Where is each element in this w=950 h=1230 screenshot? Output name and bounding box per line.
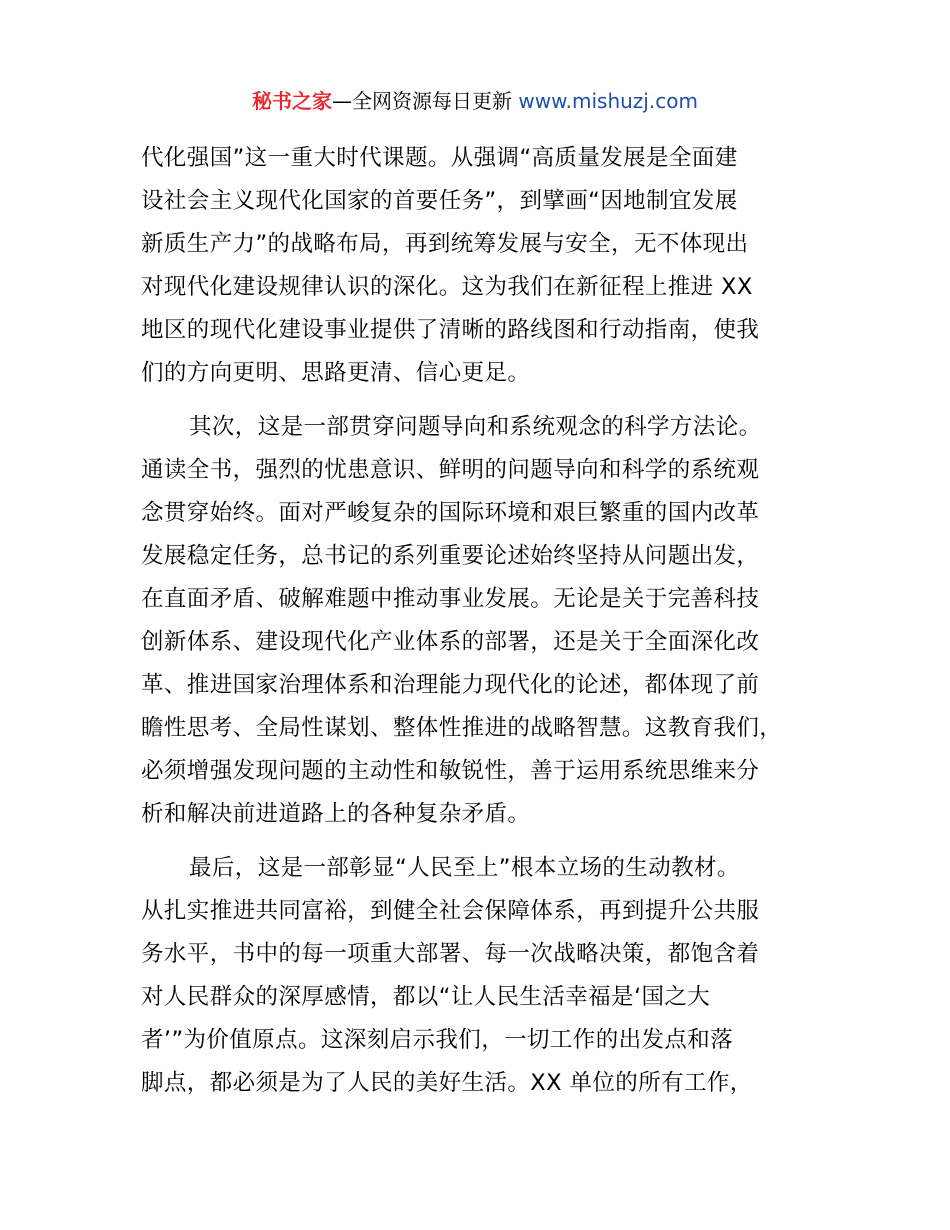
brand-name: 秘书之家 — [252, 89, 333, 113]
text-line: 新质生产力”的战略布局，再到统筹发展与安全，无不体现出 — [141, 231, 749, 257]
text-line: 们的方向更明、思路更清、信心更足。 — [141, 360, 531, 386]
page-header — [0, 86, 950, 116]
text-line: 地区的现代化建设事业提供了清晰的路线图和行动指南，使我 — [141, 317, 760, 343]
text-line: 者’”为价值原点。这深刻启示我们，一切工作的出发点和落 — [141, 1027, 734, 1053]
text-line: 创新体系、建设现代化产业体系的部署，还是关于全面深化改 — [141, 629, 760, 655]
paragraph-gap — [141, 395, 831, 406]
text-line: 对现代化建设规律认识的深化。这为我们在新征程上推进 XX — [141, 274, 753, 300]
paragraph-2 — [141, 406, 831, 836]
text-line: 脚点，都必须是为了人民的美好生活。XX 单位的所有工作， — [141, 1070, 753, 1096]
text-line: 必须增强发现问题的主动性和敏锐性，善于运用系统思维来分 — [141, 758, 760, 784]
document-body — [141, 137, 831, 1105]
text-line: 代化强国”这一重大时代课题。从强调“高质量发展是全面建 — [141, 145, 738, 171]
text-line: 革、推进国家治理体系和治理能力现代化的论述，都体现了前 — [141, 672, 760, 698]
text-line: 设社会主义现代化国家的首要任务”，到擘画“因地制宜发展 — [141, 188, 738, 214]
paragraph-1 — [141, 137, 831, 395]
text-line: 在直面矛盾、破解难题中推动事业发展。无论是关于完善科技 — [141, 586, 760, 612]
text-line: 析和解决前进道路上的各种复杂矛盾。 — [141, 801, 531, 827]
text-line: 对人民群众的深厚感情，都以“让人民生活幸福是‘国之大 — [141, 984, 711, 1010]
paragraph-gap — [141, 836, 831, 847]
text-line: 最后，这是一部彰显“人民至上”根本立场的生动教材。 — [189, 855, 740, 881]
paragraph-3 — [141, 847, 831, 1105]
text-line: 念贯穿始终。面对严峻复杂的国际环境和艰巨繁重的国内改革 — [141, 500, 760, 526]
text-line: 从扎实推进共同富裕，到健全社会保障体系，再到提升公共服 — [141, 898, 760, 924]
text-line: 发展稳定任务，总书记的系列重要论述始终坚持从问题出发， — [141, 543, 760, 569]
text-line: 务水平，书中的每一项重大部署、每一次战略决策，都饱含着 — [141, 941, 760, 967]
header-tagline: —全网资源每日更新 — [332, 89, 513, 113]
text-line: 其次，这是一部贯穿问题导向和系统观念的科学方法论。 — [189, 414, 762, 440]
text-line: 通读全书，强烈的忧患意识、鲜明的问题导向和科学的系统观 — [141, 457, 760, 483]
text-line: 瞻性思考、全局性谋划、整体性推进的战略智慧。这教育我们， — [141, 715, 783, 741]
site-link[interactable]: www.mishuzj.com — [518, 89, 698, 113]
